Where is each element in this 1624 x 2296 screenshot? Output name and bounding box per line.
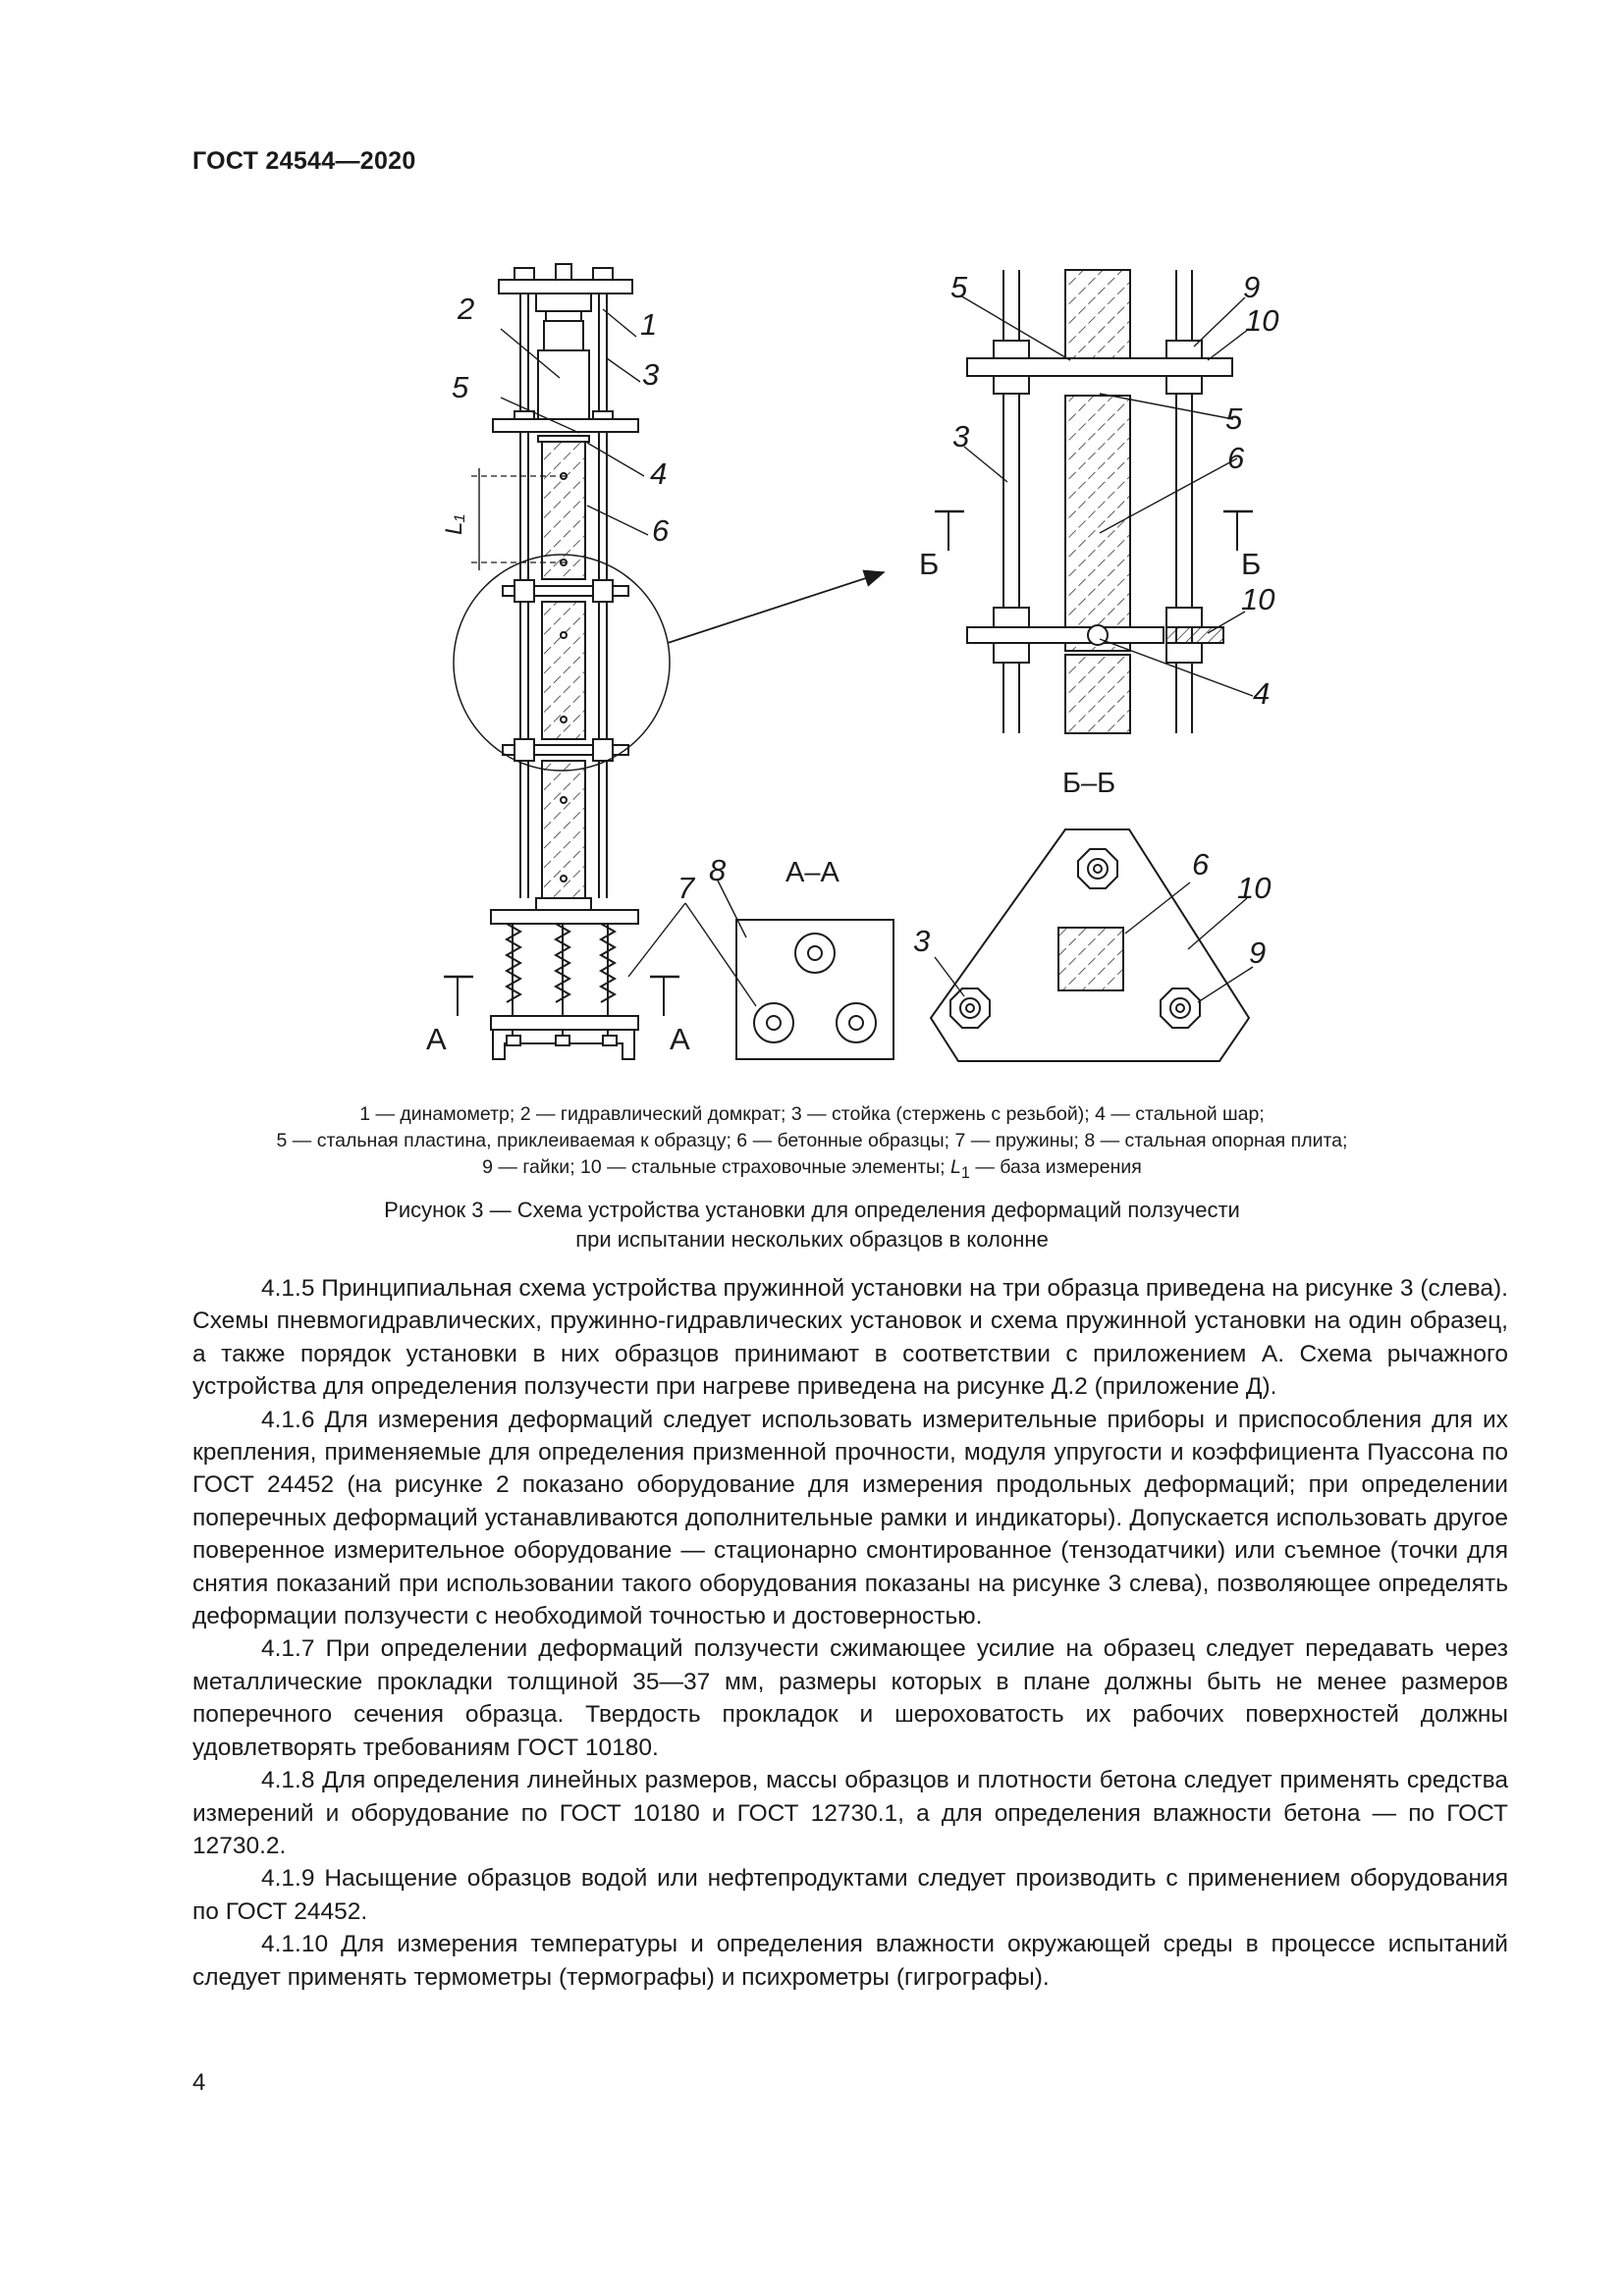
legend-row-2: 5 — стальная пластина, приклеиваемая к образцу; 6 — бетонные образцы; 7 — пружины; 8 — стальная опорная плита;	[276, 1130, 1348, 1151]
section-mark-b-left: Б	[919, 547, 940, 581]
paragraph-4-1-10: 4.1.10 Для измерения температуры и определения влажности окружающей среды в процессе испытаний следует применять термометры (термографы) и психрометры (гигрографы).	[192, 1931, 1508, 1991]
bb-label-6: 6	[1192, 847, 1210, 881]
detail-label-10-top: 10	[1245, 303, 1279, 338]
paragraph-4-1-6: 4.1.6 Для измерения деформаций следует использовать измерительные приборы и приспособления для их крепления, применяемые для определения призменной прочности, модуля упругости и коэффициента Пуассона по ГОСТ 24452 (на рисунке 2 показано оборудование для измерения продольных деформаций; при определении поперечных деформаций устанавливаются дополнительные рамки и индикаторы). Допускается использовать другое поверенное измерительное оборудование — стационарно смонтированное (тензодатчики) или съемное (точки для снятия показаний при использовании такого оборудования показаны на рисунке 3 слева), позволяющее определять деформации ползучести с необходимой точностью и достоверностью.	[192, 1406, 1508, 1630]
body-text	[192, 1272, 1508, 1994]
caption-line-1: Рисунок 3 — Схема устройства установки для определения деформаций ползучести	[384, 1198, 1240, 1222]
figure-caption	[157, 1196, 1467, 1255]
detail-label-6: 6	[1227, 441, 1245, 475]
label-6: 6	[652, 513, 670, 548]
paragraph-4-1-7: 4.1.7 При определении деформаций ползучести сжимающее усилие на образец следует передавать через металлические прокладки толщиной 35—37 мм, размеры которых в плане должны быть не менее размеров поперечного сечения образца. Твердость прокладок и шероховатость их рабочих поверхностей должны удовлетворять требованиям ГОСТ 10180.	[192, 1635, 1508, 1761]
section-aa-title: А–А	[785, 857, 839, 888]
section-aa-plate	[717, 879, 893, 1059]
label-7: 7	[677, 871, 695, 905]
label-8: 8	[709, 853, 727, 887]
caption-line-2: при испытании нескольких образцов в колонне	[575, 1227, 1049, 1252]
detail-label-4: 4	[1253, 676, 1271, 711]
section-bb-title: Б–Б	[1062, 768, 1116, 799]
label-4: 4	[650, 456, 668, 491]
section-mark-b-right: Б	[1241, 547, 1262, 581]
detail-label-3: 3	[952, 419, 970, 454]
legend-row-3-prefix: 9 — гайки; 10 — стальные страховочные элементы;	[482, 1156, 951, 1178]
figure-legend	[157, 1101, 1467, 1187]
label-3: 3	[642, 357, 660, 392]
left-apparatus-view	[444, 264, 884, 1059]
detail-label-5-top: 5	[950, 270, 968, 304]
label-L1: L₁	[441, 514, 467, 535]
figure-svg	[422, 250, 1326, 1085]
label-1: 1	[640, 307, 658, 342]
detail-view	[935, 270, 1253, 733]
detail-label-5-mid: 5	[1225, 401, 1243, 436]
legend-row-1: 1 — динамометр; 2 — гидравлический домкрат; 3 — стойка (стержень с резьбой); 4 — стальной шар;	[359, 1103, 1265, 1125]
figure-3-creep-setup-diagram	[422, 250, 1326, 1085]
bb-label-9: 9	[1249, 935, 1267, 970]
document-header: ГОСТ 24544—2020	[192, 147, 416, 175]
section-mark-a-right: А	[670, 1022, 690, 1056]
paragraph-4-1-8: 4.1.8 Для определения линейных размеров, массы образцов и плотности бетона следует применять средства измерений и оборудование по ГОСТ 10180 и ГОСТ 12730.1, а для определения влажности бетона — по ГОСТ 12730.2.	[192, 1767, 1508, 1859]
label-2: 2	[458, 292, 475, 326]
label-5: 5	[452, 370, 469, 404]
detail-label-9: 9	[1243, 270, 1261, 304]
detail-label-10-bot: 10	[1241, 582, 1275, 616]
section-mark-a-left: А	[426, 1022, 447, 1056]
bb-label-10: 10	[1237, 871, 1272, 905]
legend-row-3-sub: 1	[960, 1163, 970, 1182]
paragraph-4-1-9: 4.1.9 Насыщение образцов водой или нефтепродуктами следует производить с применением оборудования по ГОСТ 24452.	[192, 1865, 1508, 1925]
legend-row-3	[157, 1154, 1467, 1187]
legend-row-3-suffix: — база измерения	[969, 1156, 1142, 1178]
legend-row-3-var: L	[950, 1156, 961, 1178]
page-number: 4	[192, 2069, 206, 2096]
bb-label-3: 3	[913, 924, 931, 958]
paragraph-4-1-5: 4.1.5 Принципиальная схема устройства пружинной установки на три образца приведена на рисунке 3 (слева). Схемы пневмогидравлических, пружинно-гидравлических установок и схема пружинной установки на один образец, а также порядок установки в них образцов принимают в соответствии с приложением А. Схема рычажного устройства для определения ползучести при нагреве приведена на рисунке Д.2 (приложение Д).	[192, 1275, 1508, 1401]
